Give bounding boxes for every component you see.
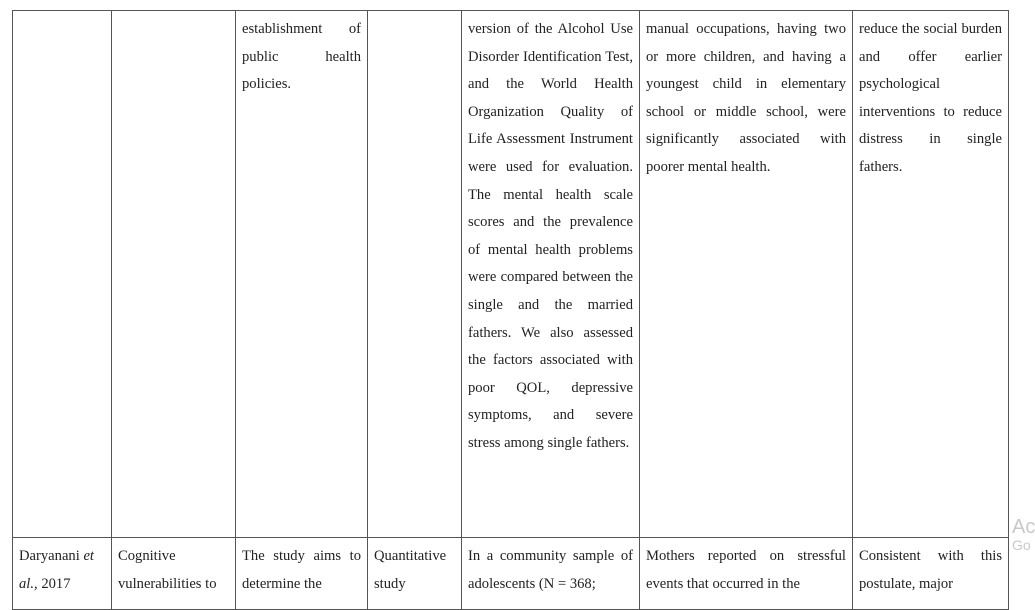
literature-review-table [12,10,1009,610]
cell-author [13,538,112,610]
cell-design: Quantitative study [368,538,462,610]
cell-aim: establishment of public health policies. [236,11,368,538]
author-etal: et al., [19,548,94,592]
watermark-line-1: Ac [1012,516,1035,538]
cell-conclusion: Consistent with this postulate, major [853,538,1009,610]
activate-windows-watermark [1012,516,1035,553]
cell-title [112,11,236,538]
cell-conclusion: reduce the social burden and offer earlier psychological interventions to reduce distress in single fathers. [853,11,1009,538]
cell-methods: version of the Alcohol Use Disorder Identification Test, and the World Health Organization Quality of Life Assessment Instrument were used for evaluation. The mental health scale scores and the prevalence of mental health problems were compared between the single and the married fathers. We also assessed the factors associated with poor QOL, depressive symptoms, and severe stress among single fathers. [462,11,640,538]
cell-title: Cognitive vulnerabilities to [112,538,236,610]
cell-aim: The study aims to determine the [236,538,368,610]
cell-findings: Mothers reported on stressful events that occurred in the [640,538,853,610]
table-row [13,538,1009,610]
cell-design [368,11,462,538]
cell-methods: In a community sample of adolescents (N = 368; [462,538,640,610]
table-row [13,11,1009,538]
watermark-line-2: Go [1012,537,1031,553]
cell-findings: manual occupations, having two or more children, and having a youngest child in elementary school or middle school, were significantly associated with poorer mental health. [640,11,853,538]
cell-author [13,11,112,538]
author-year: 2017 [41,575,71,592]
author-name: Daryanani [19,548,80,564]
